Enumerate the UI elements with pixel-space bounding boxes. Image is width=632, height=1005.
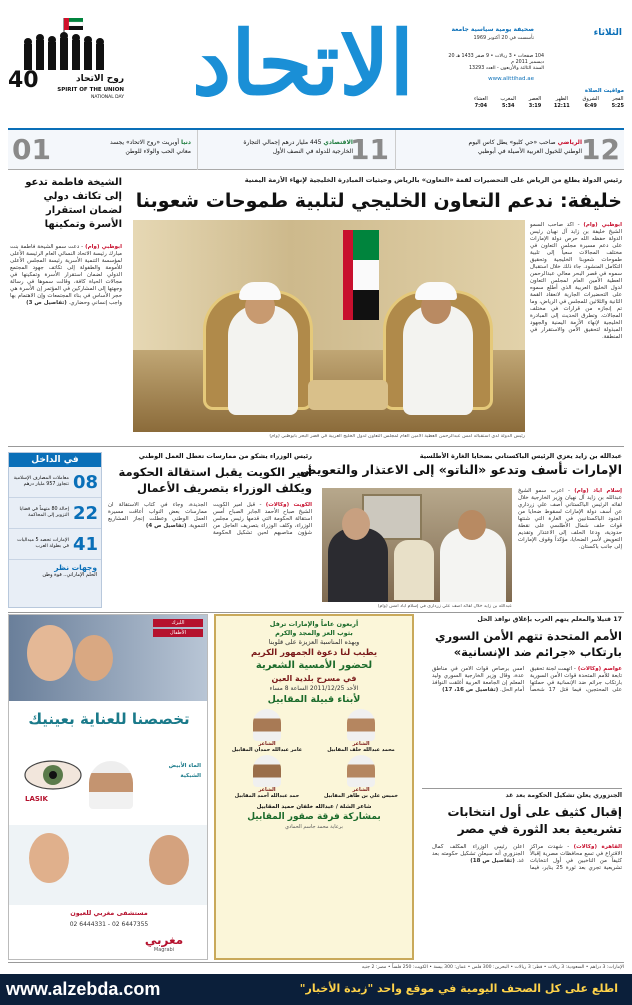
poet-card: الشاعر محمد عبدالله خلف المقابيل (315, 709, 407, 753)
kuwait-kicker: رئيس الوزراء يشكو من ممارسات تعطل العمل الوطني (138, 452, 312, 460)
service-icons: الليزك الأطفال (153, 619, 203, 639)
uae-pak-kicker: عبدالله بن زايد يعزي الرئيس الباكستاني بضحايا الغارة الأطلسية (419, 452, 622, 460)
uae-pak-photo (322, 488, 512, 602)
uae-pak-caption: عبدالله بن زايد خلال لقائه آصف علي زرداري في إسلام آباد أمس (وام) (377, 604, 512, 609)
ad-line: أربعون عاماً والإمارات ترفل (269, 620, 359, 628)
egypt-kicker: الجنزوري يعلن تشكيل الحكومة بعد غد (505, 792, 622, 799)
prayer-item: الفجر 5:25 (611, 96, 624, 109)
banner-text: اطلع على كل الصحف اليومية في موقع واحد "زبدة الأخبار" (299, 982, 618, 995)
inside-item[interactable]: 41 الإمارات تحصد 5 ميداليات في بطولة العرب (9, 529, 101, 560)
spirit-ar: روح الاتحاد (75, 74, 124, 84)
national-day: NATIONAL DAY (91, 95, 124, 100)
lead-photo (133, 220, 525, 432)
egypt-headline[interactable]: إقبال كثيف على أول انتخابات تشريعية بعد الثورة في مصر (447, 805, 622, 836)
founded: تأسست في 20 أكتوبر 1969 (473, 35, 534, 41)
inside-item[interactable]: 22 إحالة 80 متهماً في قضايا التزوير إلى المحاكمة (9, 498, 101, 529)
views-title: وجهات نظر (54, 563, 97, 572)
ad-line: في مسرح بلدية العين (271, 674, 357, 683)
prayer-times (474, 88, 624, 109)
lead-body: أبوظبي (وام) - أكد صاحب السمو الشيخ خليفة بن زايد آل نهيان رئيس الدولة حفظه الله حرص دولة الإمارات على دعم مسيرة مجلس التعاون في مختلف المجالات سعياً إلى تلبية طموحات شعوبنا الخليجية وتحقيق التكامل المنشود. جاء ذلك خلال استقبال سموه في قصر البحر معالي عبدالرحمن العطية الأمين العام لمجلس التعاون لدول الخليج العربية الذي أطلع سموه على التحضيرات الجارية لانعقاد القمة الثانية والثلاثين للمجلس في الرياض، وما تم إنجازه من قرارات في مختلف المجالات. وتطرق الحديث إلى المبادرة الخليجية لإنهاء الأزمة اليمنية والجهود المبذولة لتحقيق الأمن والاستقرار في المنطقة. (530, 222, 622, 340)
ad-line: لحضور الأمسية الشعرية (255, 660, 373, 671)
ad-line: بثوب العز والمجد والكرم (275, 629, 353, 637)
masthead (0, 0, 632, 128)
footer-prices: الإمارات: 3 دراهم • السعودية: 3 ريالات • قطر: 3 ريالات • البحرين: 300 فلس • عمان: 300 بيسة • الكويت: 250 فلساً • مصر: 2 جنيه (8, 962, 624, 972)
teaser-text: دنيا أوبريت «روح الاتحاد» يجسد معاني الحب والولاء للوطن (110, 139, 191, 155)
eye-phone[interactable]: 02 6444331 - 02 6447355 (69, 921, 149, 928)
eye-headline: تخصصنا للعناية بعينيك (28, 710, 190, 728)
teaser-num: 11 (350, 133, 389, 166)
spirit-of-union-logo (8, 14, 128, 118)
teaser-sport[interactable] (399, 130, 624, 170)
teaser-text: الاقتصادي 445 مليار درهم إجمالي التجارة الخارجية للدولة في النصف الأول (243, 139, 353, 155)
inside-title: في الداخل (9, 453, 101, 467)
masthead-logo: الاتحاد (192, 11, 414, 115)
ad-date: الأحد 2011/12/25 الساعة 8 مساء (269, 685, 359, 692)
teaser-strip (8, 128, 624, 170)
teaser-economy[interactable] (200, 130, 396, 170)
website[interactable]: www.alittihad.ae (488, 76, 534, 82)
poet-card: الشاعر خميس علي بن طاهر المقابيل (315, 755, 407, 799)
poet-card: الشاعر حمد عبدالله أحمد المقابيل (221, 755, 313, 799)
teaser-dunia[interactable] (8, 130, 198, 170)
prayer-item: الظهر 12:11 (553, 96, 570, 109)
egypt-body: القاهرة (وكالات) - شهدت مراكز الاقتراع في تسع محافظات مصرية إقبالاً كثيفاً من الناخبين في أول انتخابات تشريعية تجري بعد ثورة 25 يناير، فيما أعلن رئيس الوزراء المكلف كمال الجنزوري أنه سيعلن تشكيل حكومته بعد غد. (تفاصيل ص 18) (432, 844, 622, 871)
ad-footer: برعاية محمد جاسم الحمادي (285, 824, 343, 830)
teaser-num: 12 (581, 133, 620, 166)
ad-band: بمشاركة فرقة صقور المقابيل (247, 812, 381, 822)
prayer-item: المغرب 5:34 (500, 96, 517, 109)
tagline: صحيفة يومية سياسية جامعة (451, 26, 534, 33)
issue-line-2: السنة الثالثة والأربعون - العدد 13293 (468, 66, 544, 71)
magrabi-logo: مغربي Magrabi (144, 933, 184, 953)
lead-kicker: رئيس الدولة يطلع من الرياض على التحضيرات لقمة «التعاون» بالرياض وحيثيات المبادرة الخليجية لإنهاء الأزمة اليمنية (244, 176, 622, 184)
watermark[interactable]: www.alzebda.com (6, 979, 161, 999)
prayer-title: مواقيت الصلاة (584, 88, 624, 94)
syria-headline[interactable]: الأمم المتحدة تتهم الأمن السوري بارتكاب «جرائم ضد الإنسانية» (435, 629, 622, 659)
lead-caption: رئيس الدولة لدى استقباله أمس عبدالرحمن العطية الأمين العام لمجلس التعاون لدول الخليج العربية في قصر البحر بأبوظبي (وام) (269, 434, 525, 439)
side-headline[interactable]: الشيخة فاطمة تدعو إلى تكاتف دولي لضمان استقرار الأسرة وتمكينها (25, 177, 122, 230)
spirit-en: SPIRIT OF THE UNION (57, 87, 124, 93)
kuwait-headline[interactable]: أمير الكويت يقبل استقالة الحكومة ويكلف الوزراء بتصريف الأعمال (118, 465, 312, 495)
views-text[interactable]: الحلم الإماراتي.. قوة وطن (42, 572, 97, 578)
eye-center: مستشفى مغربي للعيون (70, 909, 148, 917)
side-body: أبوظبي (وام) - دعت سمو الشيخة فاطمة بنت مبارك رئيسة الاتحاد النسائي العام الرئيسة الأعلى لمؤسسة التنمية الأسرية رئيسة المجلس الأعلى للأمومة والطفولة إلى تكاتف جهود المجتمع الدولي لضمان استقرار الأسرة وتمكينها في مجالات الحياة كافة، وقالت سموها في رسالة وجهتها إلى المشاركين في المؤتمر إن الأسرة هي حجر الأساس في بناء المجتمعات وإن الاهتمام بها واجب إنساني وحضاري. (تفاصيل ص 3) (10, 244, 122, 306)
prayer-item: العشاء 7:04 (474, 96, 488, 109)
lead-headline[interactable]: خليفة: ندعم التعاون الخليجي لتلبية طموحات شعوبنا (135, 190, 622, 212)
eye-icon (23, 757, 83, 793)
prayer-item: العصر 3:19 (528, 96, 542, 109)
years-40: 40 (8, 68, 39, 93)
syria-kicker: 17 قتيلاً والمعلم يتهم العرب بإغلاق نوافذ الحل (477, 616, 622, 623)
eye-ad[interactable] (8, 614, 208, 960)
uae-pak-headline[interactable]: الإمارات تأسف وتدعو «الناتو» إلى الاعتذار والتعويض (299, 462, 622, 477)
syria-body: عواصم (وكالات) - اتهمت لجنة تحقيق تابعة للأمم المتحدة قوات الأمن السورية بارتكاب جرائم ضد الإنسانية في حملتها على المحتجين، فيما قتل 17 شخصاً أمس برصاص قوات الأمن في مناطق عدة، وقال وزير الخارجية السوري وليد المعلم إن الجامعة العربية أغلقت النوافذ أمام الحل. (تفاصيل ص 16، 17) (432, 666, 622, 693)
teaser-text: الرياضي صاحب «حي كلبو» يطل كاس اليوم الوطني للخيول العربية الأصيلة في أبوظبي (468, 139, 582, 155)
uae-pak-body: إسلام آباد (وام) - أعرب سمو الشيخ عبدالله بن زايد آل نهيان وزير الخارجية خلال لقائه الرئيس الباكستاني آصف علي زرداري عن أسف دولة الإمارات لسقوط ضحايا من الجنود الباكستانيين في الغارة التي شنتها قوات حلف شمال الأطلسي على نقطة حدودية، ودعا الحلف إلى الاعتذار وتقديم التعويض لأسر الضحايا، مؤكداً وقوف الإمارات إلى جانب باكستان. (518, 488, 622, 550)
ad-tribe: لأبناء قبيلة المقابيل (267, 694, 361, 705)
poet-card: الشاعر عامر عبدالله حمدان المقابيل (221, 709, 313, 753)
footer-banner[interactable] (0, 974, 632, 1005)
teaser-num: 01 (12, 133, 51, 166)
ad-line: وبهذه المناسبة العزيزة على قلوبنا (268, 638, 360, 646)
flag-crowd-icon (8, 14, 128, 72)
inside-item[interactable]: 08 معاملات المصارف الإسلامية تتجاوز 957 مليار درهم (9, 467, 101, 498)
ad-line: يطيب لنا دعوة الجمهور الكريم (250, 648, 378, 658)
uae-flag-icon (343, 230, 379, 320)
poetry-ad[interactable] (214, 614, 414, 960)
service-list: الماء الأبيض الشبكية (168, 763, 201, 779)
day-label: الثلاثاء (593, 28, 622, 38)
prayer-item: الشروق 6:49 (582, 96, 599, 109)
issue-line: 104 صفحات • 3 ريالات • 9 صفر 1433 هـ 20 ديسمبر 2011 م (448, 54, 544, 65)
lasik-label: LASIK (25, 795, 48, 803)
kuwait-body: الكويت (وكالات) - قبل أمير الكويت الشيخ صباح الأحمد الجابر الصباح أمس استقالة الحكومة التي قدمها رئيس مجلس الوزراء، وكلف الوزراء بتصريف العاجل من شؤون مناصبهم لحين تشكيل الحكومة الجديدة، وجاء في كتاب الاستقالة أن ممارسات بعض النواب أعاقت مسيرة العمل الوطني وعطلت إنجاز المشاريع التنموية. (تفاصيل ص 4) (108, 502, 312, 536)
inside-box (8, 452, 102, 608)
ad-host: شاعر الشلة / عبدالله خلفان حميد المقابيل (256, 804, 372, 810)
